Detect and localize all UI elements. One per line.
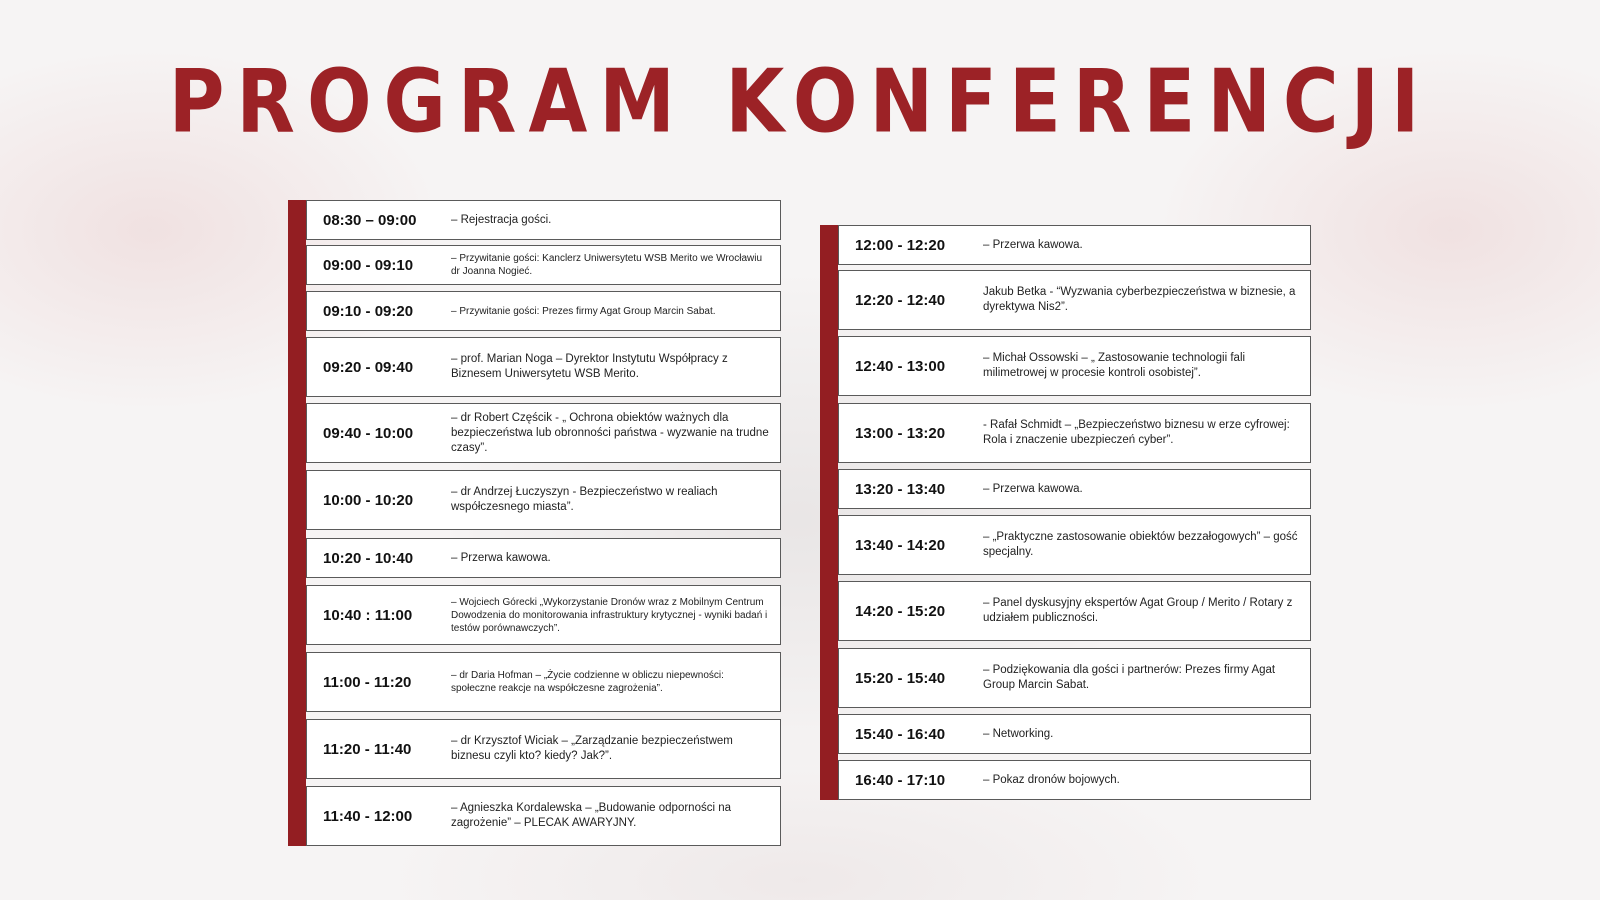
schedule-description: – dr Krzysztof Wiciak – „Zarządzanie bezpieczeństwem biznesu czyli kto? kiedy? Jak?”. [451,735,733,762]
schedule-row [838,581,1311,641]
schedule-row [306,470,781,530]
schedule-description: – Wojciech Górecki „Wykorzystanie Dronów wraz z Mobilnym Centrum Dowodzenia do monitorowania infrastruktury krytycznej - wyniki badań i testów porównawczych”. [451,596,768,634]
schedule-description: – Rejestracja gości. [451,213,552,226]
schedule-description: – Agnieszka Kordalewska – „Budowanie odporności na zagrożenie” – PLECAK AWARYJNY. [451,802,732,829]
schedule-description: – Pokaz dronów bojowych. [983,773,1120,786]
page-title: PROGRAM KONFERENCJI [168,50,1432,153]
schedule-description: – Networking. [983,727,1054,740]
schedule-time: 09:00 - 09:10 [323,256,414,274]
schedule-row [306,719,781,779]
schedule-row [306,585,781,645]
schedule-time: 09:40 - 10:00 [323,424,414,442]
schedule-row [306,403,781,463]
schedule-time: 13:00 - 13:20 [855,424,946,442]
schedule-row [838,225,1311,265]
schedule-column-right [820,225,1311,800]
schedule-time: 12:00 - 12:20 [855,236,946,254]
schedule-time: 14:20 - 15:20 [855,602,946,620]
schedule-time: 09:20 - 09:40 [323,358,414,376]
schedule-description: – prof. Marian Noga – Dyrektor Instytutu Współpracy z Biznesem Uniwersytetu WSB Merito. [451,353,728,380]
schedule-row [838,714,1311,754]
schedule-row [306,200,781,240]
schedule-description: – dr Robert Częścik - „ Ochrona obiektów ważnych dla bezpieczeństwa lub obronności państwa - wyzwanie na trudne czasy”. [451,411,769,454]
schedule-time: 10:40 : 11:00 [323,606,413,624]
schedule-time: 09:10 - 09:20 [323,302,414,320]
schedule-row [838,515,1311,575]
schedule-time: 15:40 - 16:40 [855,725,946,743]
schedule-row [838,403,1311,463]
schedule-row [306,291,781,331]
schedule-time: 13:40 - 14:20 [855,536,946,554]
schedule-row [306,538,781,578]
schedule-time: 16:40 - 17:10 [855,771,946,789]
schedule-description: - Rafał Schmidt – „Bezpieczeństwo biznesu w erze cyfrowej: Rola i znaczenie ubezpieczeń cyber”. [983,419,1290,446]
schedule-time: 11:00 - 11:20 [323,673,412,691]
schedule-description: – Przerwa kawowa. [451,551,551,564]
schedule-row [306,337,781,397]
schedule-time: 12:20 - 12:40 [855,291,946,309]
schedule-row [838,648,1311,708]
schedule-row [838,469,1311,509]
schedule-description: – „Praktyczne zastosowanie obiektów bezzałogowych” – gość specjalny. [983,531,1298,558]
schedule-description: – Podziękowania dla gości i partnerów: Prezes firmy Agat Group Marcin Sabat. [983,664,1276,691]
schedule-row [838,270,1311,330]
schedule-description: – Przerwa kawowa. [983,482,1083,495]
schedule-time: 11:40 - 12:00 [323,807,413,825]
schedule-description: – Przywitanie gości: Kanclerz Uniwersytetu WSB Merito we Wrocławiu dr Joanna Nogieć. [451,253,763,277]
schedule-time: 10:00 - 10:20 [323,491,414,509]
schedule-column-left [288,200,781,846]
schedule-time: 10:20 - 10:40 [323,549,414,567]
schedule-description: Jakub Betka - “Wyzwania cyberbezpieczeństwa w biznesie, a dyrektywa Nis2”. [983,286,1296,313]
schedule-row [306,786,781,846]
schedule-description: – dr Daria Hofman – „Życie codzienne w obliczu niepewności: społeczne reakcje na współczesne zagrożenia”. [451,670,724,694]
schedule-time: 13:20 - 13:40 [855,480,946,498]
accent-bar [288,200,306,846]
schedule-row [306,245,781,285]
schedule-row [838,336,1311,396]
schedule-row [838,760,1311,800]
schedule-description: – Przerwa kawowa. [983,238,1083,251]
schedule-time: 08:30 – 09:00 [323,211,417,229]
schedule-time: 15:20 - 15:40 [855,669,946,687]
schedule-description: – dr Andrzej Łuczyszyn - Bezpieczeństwo w realiach współczesnego miasta”. [451,486,718,513]
schedule-description: – Przywitanie gości: Prezes firmy Agat Group Marcin Sabat. [451,305,716,317]
accent-bar [820,225,838,800]
schedule-time: 12:40 - 13:00 [855,357,946,375]
schedule-time: 11:20 - 11:40 [323,740,412,758]
schedule-row [306,652,781,712]
schedule-description: – Michał Ossowski – „ Zastosowanie technologii fali milimetrowej w procesie kontroli osobistej”. [983,352,1246,379]
schedule-description: – Panel dyskusyjny ekspertów Agat Group / Merito / Rotary z udziałem publiczności. [983,597,1293,624]
